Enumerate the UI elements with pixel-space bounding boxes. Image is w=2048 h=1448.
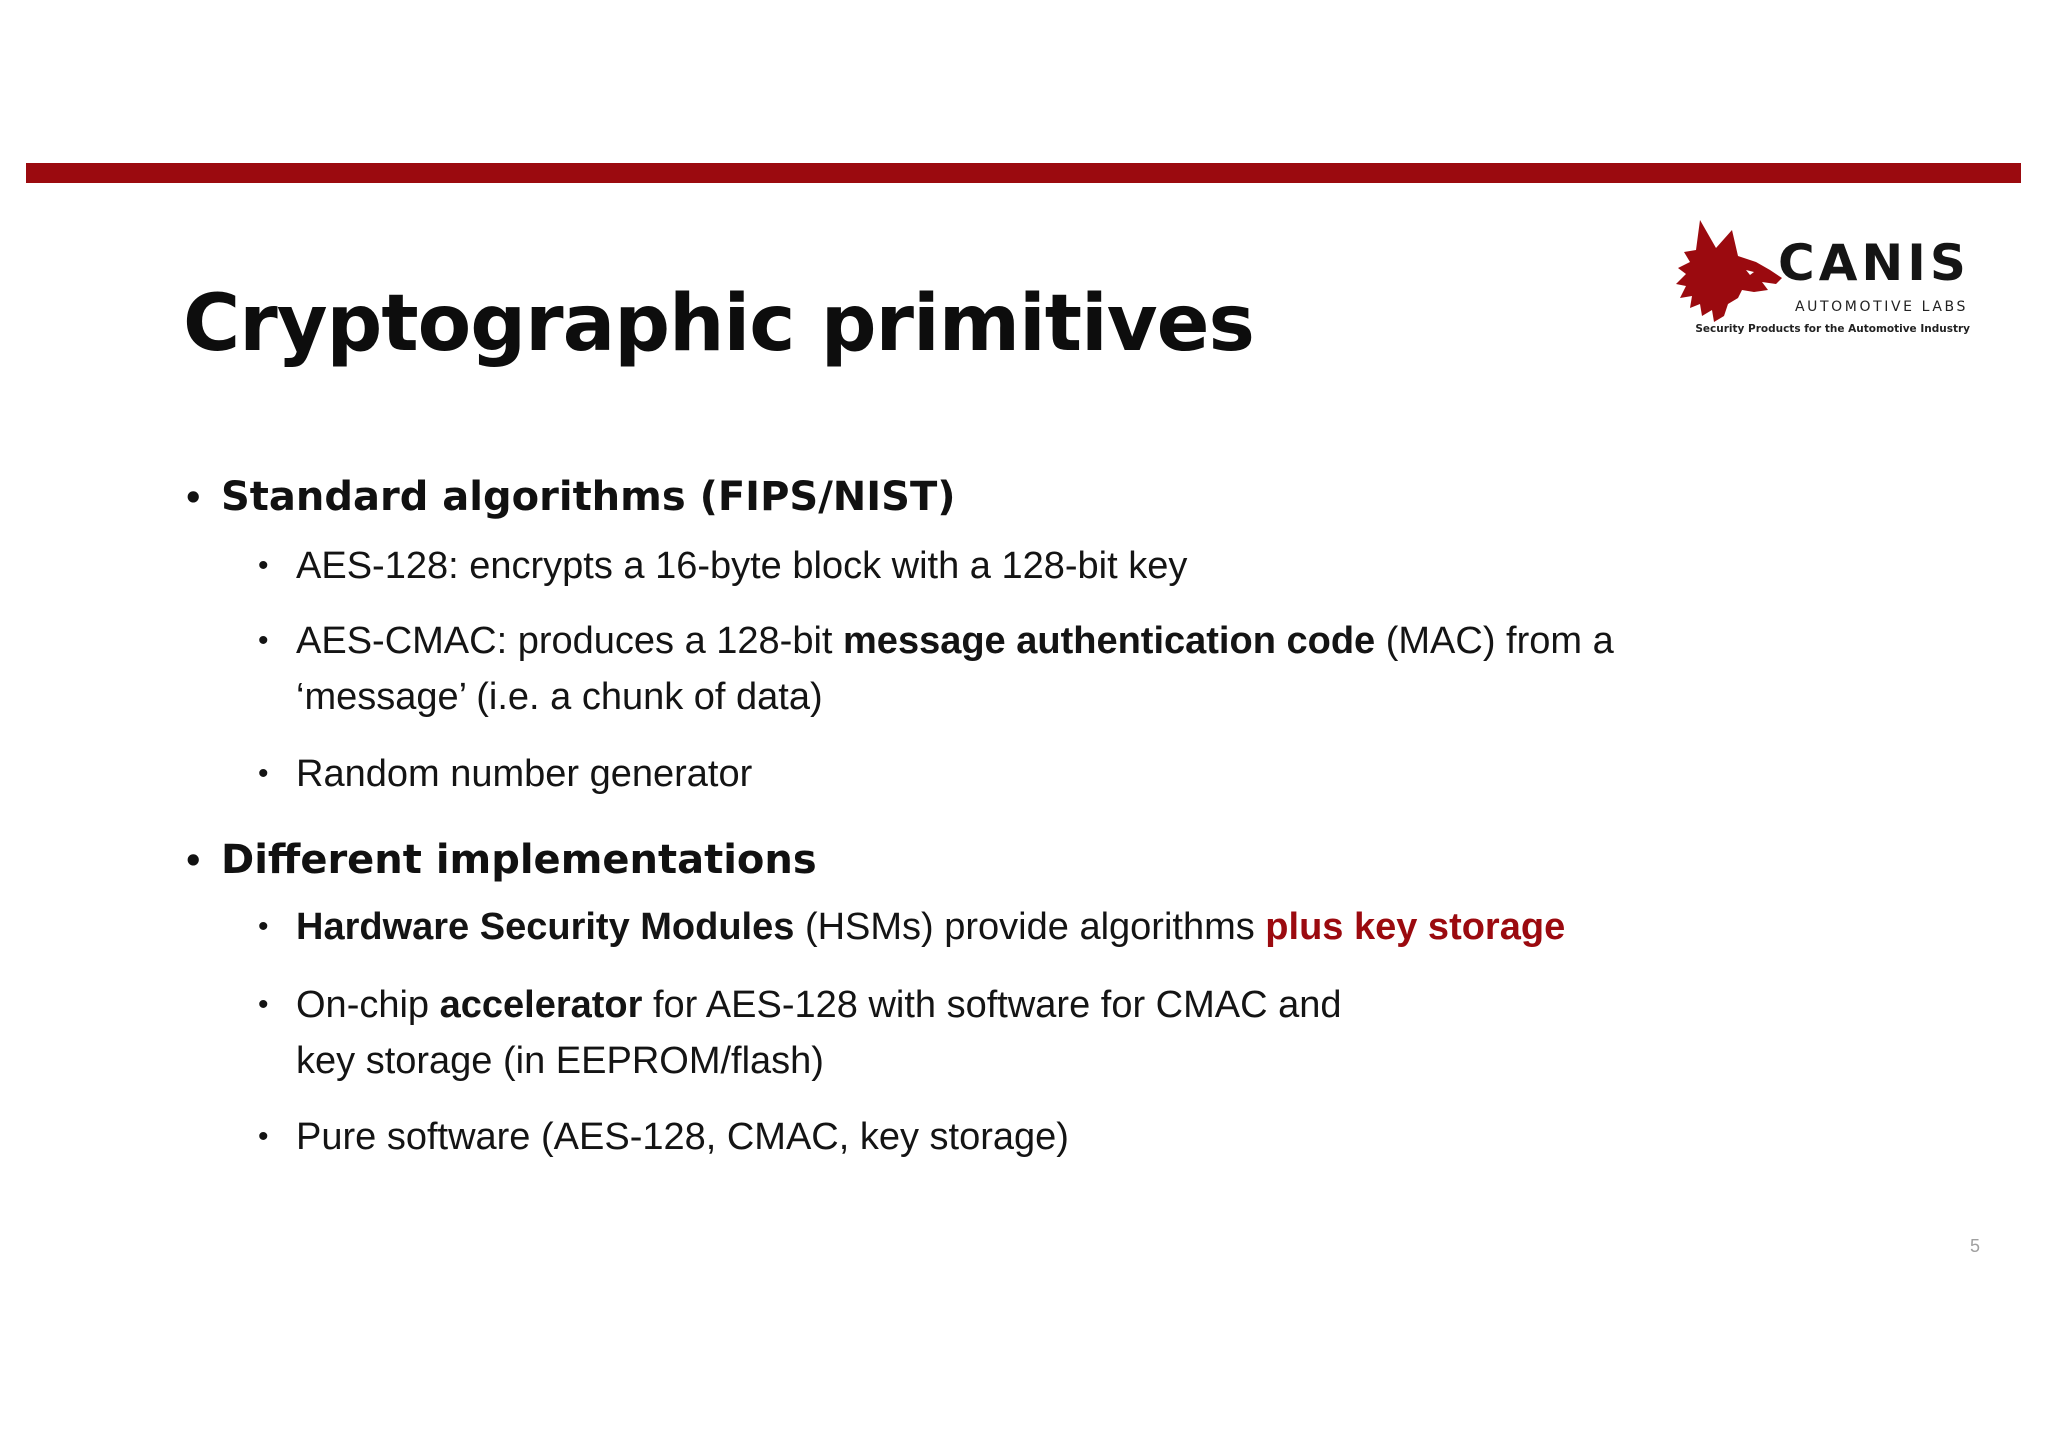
- slide-title: Cryptographic primitives: [183, 279, 1254, 369]
- header-accent-bar: [26, 163, 2021, 183]
- accel-bold-term: accelerator: [439, 984, 643, 1026]
- hsm-highlight: plus key storage: [1265, 906, 1566, 948]
- bullet-marker: •: [258, 757, 269, 790]
- accel-suffix: for AES-128 with software for CMAC and: [642, 984, 1342, 1026]
- bullet-marker: •: [258, 1120, 269, 1153]
- bullet-marker: •: [183, 842, 204, 880]
- canis-logo: [1672, 216, 1972, 342]
- bullet-text: Random number generator: [296, 753, 753, 795]
- cmac-prefix: AES-CMAC: produces a 128-bit: [296, 620, 844, 662]
- cmac-bold-term: message authentication code: [843, 620, 1376, 662]
- bullet-heading: Different implementations: [221, 837, 817, 883]
- hsm-bold-term: Hardware Security Modules: [296, 906, 795, 948]
- logo-tagline: Security Products for the Automotive Industry: [1695, 323, 1970, 335]
- bullet-text: [296, 899, 1565, 955]
- bullet-heading: Standard algorithms (FIPS/NIST): [221, 474, 956, 520]
- accel-prefix: On-chip: [296, 984, 440, 1026]
- bullet-text: [296, 613, 1614, 669]
- bullet-text: AES-128: encrypts a 16-byte block with a 128-bit key: [296, 545, 1188, 587]
- bullet-marker: •: [258, 624, 269, 657]
- bullet-marker: •: [258, 988, 269, 1021]
- bullet-text: [296, 977, 1342, 1033]
- bullet-text: ‘message’ (i.e. a chunk of data): [296, 676, 823, 718]
- logo-subtitle: AUTOMOTIVE LABS: [1795, 299, 1968, 315]
- bullet-text: Pure software (AES-128, CMAC, key storage): [296, 1116, 1069, 1158]
- bullet-marker: •: [258, 910, 269, 943]
- bullet-marker: •: [183, 479, 204, 517]
- hsm-middle: (HSMs) provide algorithms: [794, 906, 1266, 948]
- page-number: 5: [1969, 1236, 1980, 1256]
- wolf-head-icon: [1672, 218, 1784, 324]
- logo-wordmark: CANIS: [1778, 234, 1970, 292]
- bullet-marker: •: [258, 549, 269, 582]
- bullet-text: key storage (in EEPROM/flash): [296, 1040, 824, 1082]
- cmac-suffix: (MAC) from a: [1375, 620, 1614, 662]
